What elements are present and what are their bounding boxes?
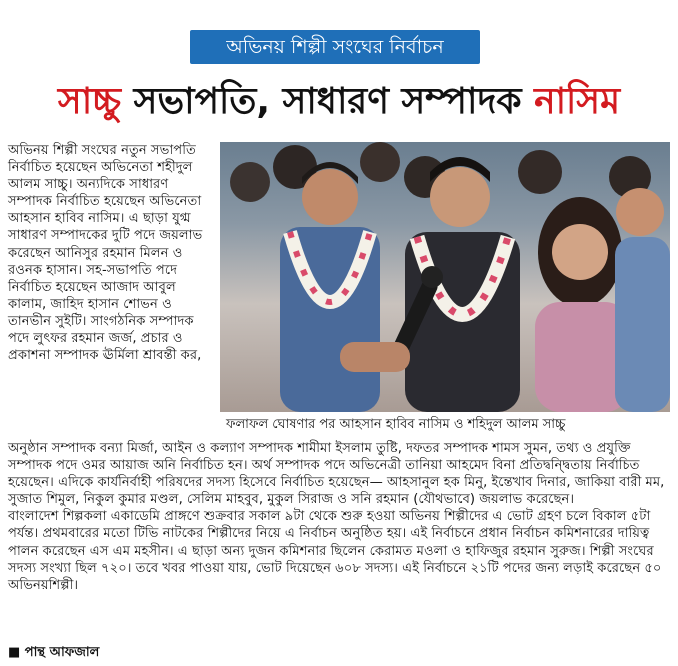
article-full-width xyxy=(8,440,672,594)
left-column-text: অভিনয় শিল্পী সংঘের নতুন সভাপতি নির্বাচিত হয়েছেন অভিনেতা শহীদুল আলম সাচ্চু। অন্যদিকে সাধারণ সম্পাদক নির্বাচিত হয়েছেন অভিনেতা আহসান হাবিব নাসিম। এ ছাড়া যুগ্ম সাধারণ সম্পাদকের দুটি পদে জয়লাভ করেছেন আনিসুর রহমান মিলন ও রওনক হাসান। সহ-সভাপতি পদে নির্বাচিত হয়েছেন আজাদ আবুল কালাম, জাহিদ হাসান শোভন ও তানভীন সুইটি। সাংগঠনিক সম্পাদক পদে লুৎফর রহমান জর্জ, প্রচার ও প্রকাশনা সম্পাদক ঊর্মিলা শ্রাবন্তী কর, xyxy=(8,143,203,364)
headline-name-2: নাসিম xyxy=(534,81,621,122)
headline xyxy=(0,78,678,126)
section-kicker: অভিনয় শিল্পী সংঘের নির্বাচন xyxy=(190,30,480,64)
article-left-column xyxy=(8,142,213,364)
paragraph-1: অনুষ্ঠান সম্পাদক বন্যা মির্জা, আইন ও কল্যাণ সম্পাদক শামীমা ইসলাম তুষ্টি, দফতর সম্পাদক শামস সুমন, তথ্য ও প্রযুক্তি সম্পাদক পদে ওমর আয়াজ অনি নির্বাচিত হন। অর্থ সম্পাদক পদে অভিনেত্রী তানিয়া আহমেদ বিনা প্রতিদ্বন্দ্বিতায় নির্বাচিত হয়েছেন। এদিকে কার্যনির্বাহী পরিষদের সদস্য হিসেবে নির্বাচিত হয়েছেন— আহসানুল হক মিনু, ইন্তেখাব দিনার, জাকিয়া বারী মম, সুজাত শিমুল, নিকুল কুমার মণ্ডল, সেলিম মাহবুব, মুকুল সিরাজ ও সনি রহমান (যৌথভাবে) জয়লাভ করেছেন। xyxy=(8,441,665,508)
byline: ■ পান্থ আফজাল xyxy=(8,645,100,660)
paragraph-2: বাংলাদেশ শিল্পকলা একাডেমি প্রাঙ্গণে শুক্রবার সকাল ৯টা থেকে শুরু হওয়া অভিনয় শিল্পীদের এ ভোট গ্রহণ চলে বিকাল ৫টা পর্যন্ত। প্রথমবারের মতো টিভি নাটকের শিল্পীদের নিয়ে এ নির্বাচন অনুষ্ঠিত হয়। এই নির্বাচনে প্রধান নির্বাচন কমিশনারের দায়িত্ব পালন করেছেন এস এম মহসীন। এ ছাড়া অন্য দুজন কমিশনার ছিলেন কেরামত মওলা ও হাফিজুর রহমান সুরুজ। শিল্পী সংঘের সদস্য সংখ্যা ছিল ৭২০। তবে খবর পাওয়া যায়, ভোট দিয়েছেন ৬০৮ সদস্য। এই নির্বাচনে ২১টি পদের জন্য লড়াই করেছেন ৫০ অভিনয়শিল্পী। xyxy=(8,509,662,593)
news-photo xyxy=(220,142,670,412)
news-photo-illustration xyxy=(220,142,670,412)
headline-middle: সভাপতি, সাধারণ সম্পাদক xyxy=(121,81,535,122)
headline-name-1: সাচ্চু xyxy=(57,81,122,122)
photo-caption: ফলাফল ঘোষণার পর আহসান হাবিব নাসিম ও শহিদুল আলম সাচ্চু xyxy=(226,417,566,432)
